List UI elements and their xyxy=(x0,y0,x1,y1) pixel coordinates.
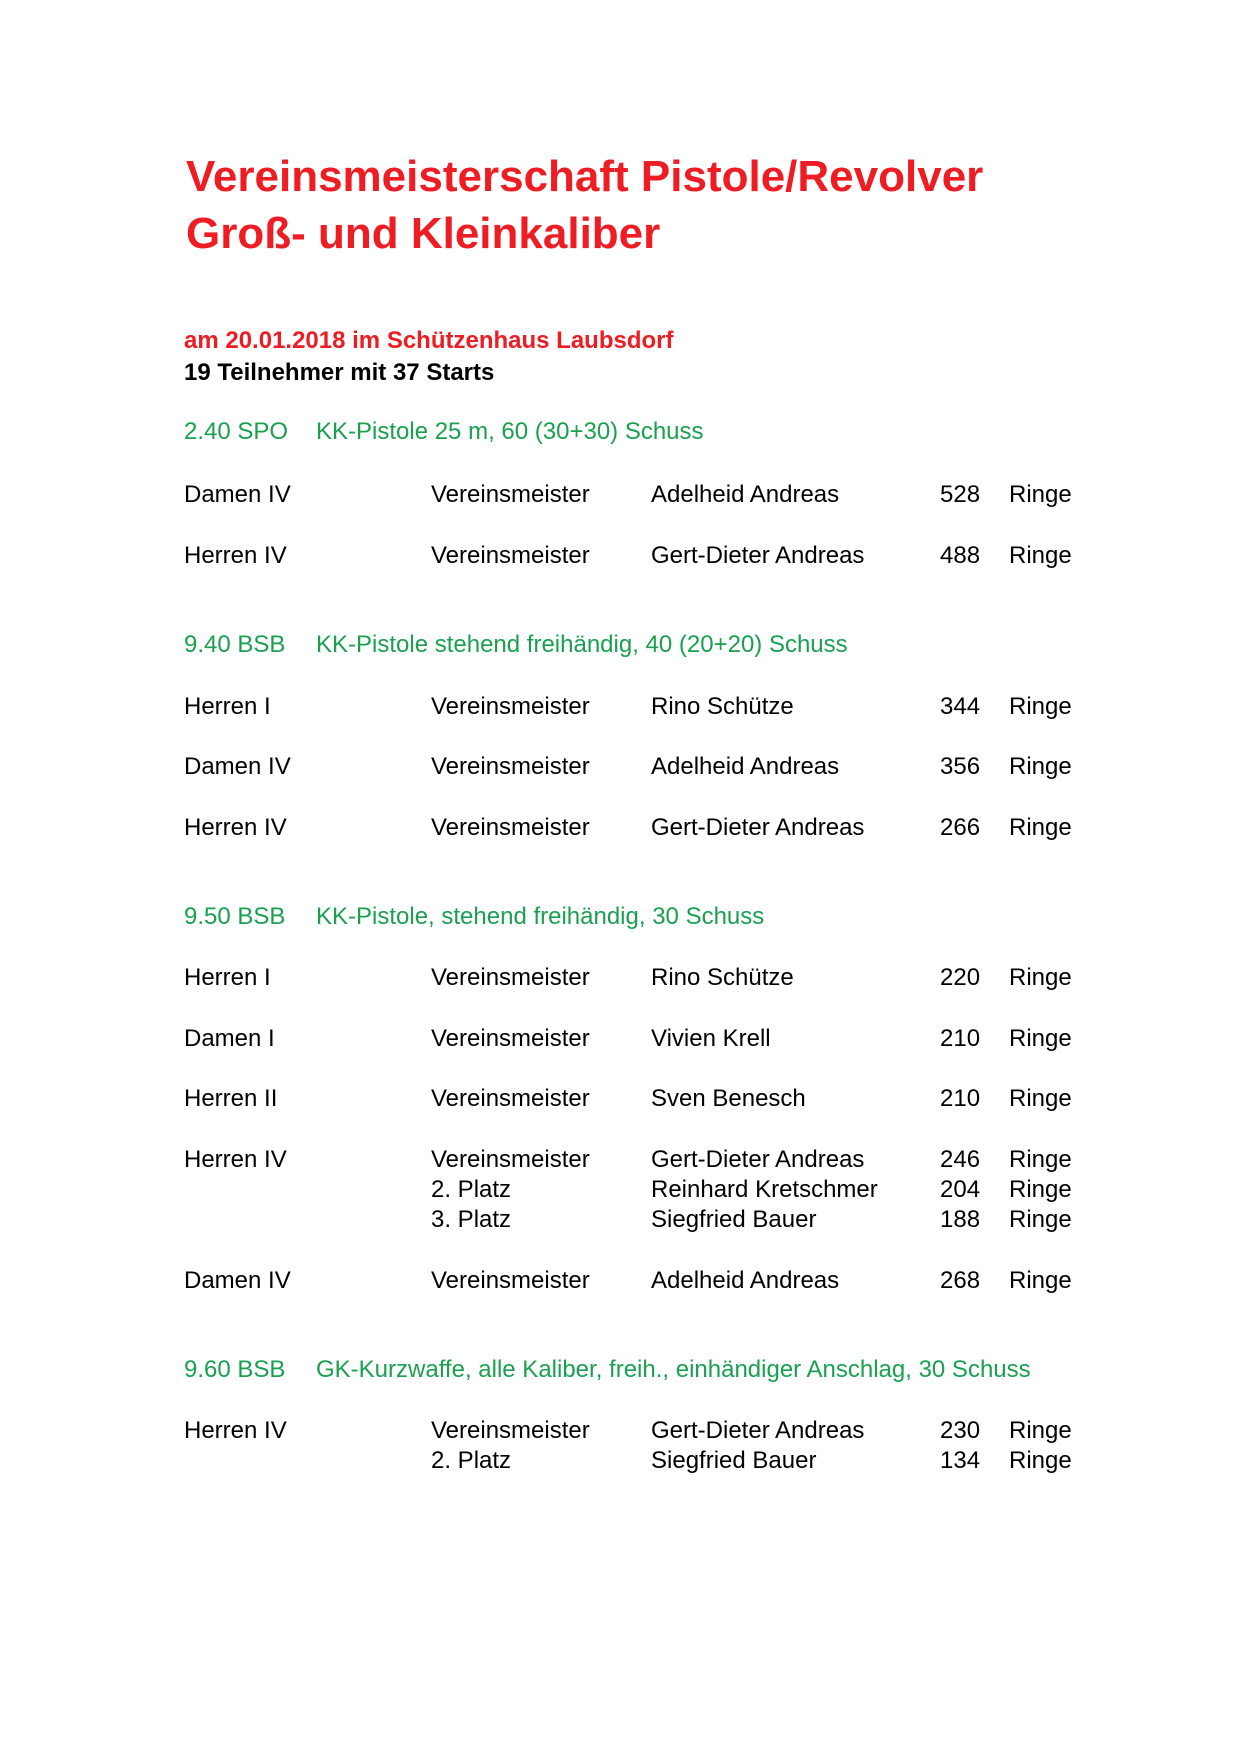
result-rank: Vereinsmeister xyxy=(431,693,590,720)
result-class: Damen IV xyxy=(184,1267,291,1294)
result-unit: Ringe xyxy=(1009,693,1072,720)
result-unit: Ringe xyxy=(1009,964,1072,991)
result-class: Damen I xyxy=(184,1025,275,1052)
result-rank: Vereinsmeister xyxy=(431,1146,590,1173)
result-name: Adelheid Andreas xyxy=(651,753,840,780)
result-name: Adelheid Andreas xyxy=(651,481,840,508)
result-rank: Vereinsmeister xyxy=(431,1025,590,1052)
result-rank: Vereinsmeister xyxy=(431,1085,590,1112)
result-score: 344 xyxy=(940,693,981,720)
result-rank: Vereinsmeister xyxy=(431,753,590,780)
result-class: Herren IV xyxy=(184,814,287,841)
result-name: Sven Benesch xyxy=(651,1085,806,1112)
result-score: 246 xyxy=(940,1146,981,1173)
result-score: 188 xyxy=(940,1206,981,1233)
result-score: 220 xyxy=(940,964,981,991)
section-discipline: KK-Pistole, stehend freihändig, 30 Schuss xyxy=(316,903,765,930)
result-score: 488 xyxy=(940,542,981,569)
result-rank: 2. Platz xyxy=(431,1447,512,1474)
result-score: 210 xyxy=(940,1025,981,1052)
result-name: Gert-Dieter Andreas xyxy=(651,1417,865,1444)
result-unit: Ringe xyxy=(1009,1025,1072,1052)
result-class: Damen IV xyxy=(184,481,291,508)
event-line: am 20.01.2018 im Schützenhaus Laubsdorf xyxy=(184,327,674,354)
result-score: 204 xyxy=(940,1176,981,1203)
section-code: 9.60 BSB xyxy=(184,1356,286,1383)
title-line-2: Groß- und Kleinkaliber xyxy=(186,209,661,258)
result-rank: 3. Platz xyxy=(431,1206,512,1233)
result-unit: Ringe xyxy=(1009,1176,1072,1203)
result-unit: Ringe xyxy=(1009,481,1072,508)
result-name: Rino Schütze xyxy=(651,693,794,720)
document-title xyxy=(186,148,983,262)
section-heading xyxy=(184,902,764,932)
result-class: Herren I xyxy=(184,693,271,720)
result-rank: Vereinsmeister xyxy=(431,481,590,508)
result-unit: Ringe xyxy=(1009,1417,1072,1444)
section-code: 9.40 BSB xyxy=(184,631,286,658)
section-discipline: KK-Pistole stehend freihändig, 40 (20+20) Schuss xyxy=(316,631,848,658)
result-class: Herren I xyxy=(184,964,271,991)
section-heading xyxy=(184,417,704,447)
result-rank: Vereinsmeister xyxy=(431,814,590,841)
result-score: 134 xyxy=(940,1447,981,1474)
result-unit: Ringe xyxy=(1009,542,1072,569)
title-line-1: Vereinsmeisterschaft Pistole/Revolver xyxy=(186,152,984,201)
result-unit: Ringe xyxy=(1009,1267,1072,1294)
result-score: 356 xyxy=(940,753,981,780)
result-score: 210 xyxy=(940,1085,981,1112)
event-info xyxy=(184,325,674,389)
result-unit: Ringe xyxy=(1009,1447,1072,1474)
result-rank: 2. Platz xyxy=(431,1176,512,1203)
result-score: 266 xyxy=(940,814,981,841)
result-name: Vivien Krell xyxy=(651,1025,771,1052)
section-heading xyxy=(184,630,848,660)
result-name: Adelheid Andreas xyxy=(651,1267,840,1294)
result-name: Gert-Dieter Andreas xyxy=(651,542,865,569)
result-class: Herren IV xyxy=(184,1417,287,1444)
result-name: Gert-Dieter Andreas xyxy=(651,1146,865,1173)
result-name: Reinhard Kretschmer xyxy=(651,1176,878,1203)
section-heading xyxy=(184,1355,1031,1385)
section-code: 2.40 SPO xyxy=(184,418,289,445)
result-name: Siegfried Bauer xyxy=(651,1447,817,1474)
section-discipline: GK-Kurzwaffe, alle Kaliber, freih., einhändiger Anschlag, 30 Schuss xyxy=(316,1356,1031,1383)
result-rank: Vereinsmeister xyxy=(431,964,590,991)
participants-line: 19 Teilnehmer mit 37 Starts xyxy=(184,359,495,386)
result-class: Damen IV xyxy=(184,753,291,780)
result-class: Herren IV xyxy=(184,1146,287,1173)
result-class: Herren II xyxy=(184,1085,278,1112)
result-name: Gert-Dieter Andreas xyxy=(651,814,865,841)
section-discipline: KK-Pistole 25 m, 60 (30+30) Schuss xyxy=(316,418,704,445)
result-unit: Ringe xyxy=(1009,1085,1072,1112)
result-rank: Vereinsmeister xyxy=(431,1417,590,1444)
result-unit: Ringe xyxy=(1009,753,1072,780)
result-score: 268 xyxy=(940,1267,981,1294)
result-class: Herren IV xyxy=(184,542,287,569)
result-unit: Ringe xyxy=(1009,1206,1072,1233)
result-rank: Vereinsmeister xyxy=(431,542,590,569)
result-name: Rino Schütze xyxy=(651,964,794,991)
result-name: Siegfried Bauer xyxy=(651,1206,817,1233)
section-code: 9.50 BSB xyxy=(184,903,286,930)
result-unit: Ringe xyxy=(1009,1146,1072,1173)
result-unit: Ringe xyxy=(1009,814,1072,841)
result-score: 528 xyxy=(940,481,981,508)
result-score: 230 xyxy=(940,1417,981,1444)
result-rank: Vereinsmeister xyxy=(431,1267,590,1294)
